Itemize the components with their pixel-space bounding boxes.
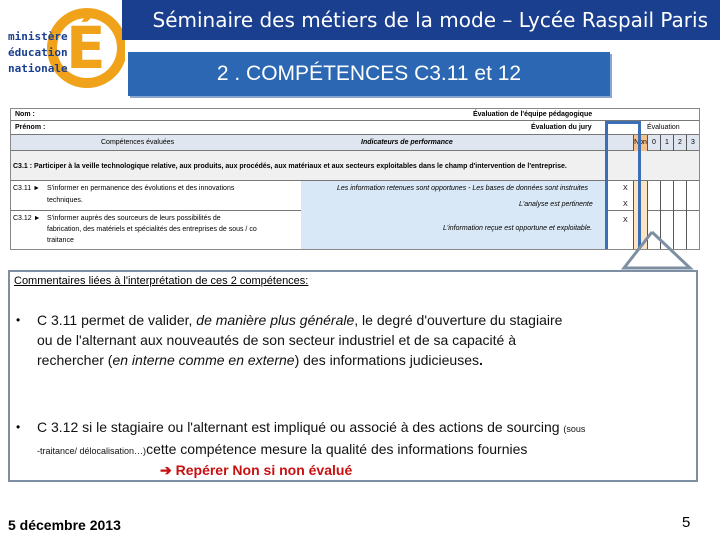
indicateurs-header: Indicateurs de performance <box>361 139 453 146</box>
evaluation-label: Évaluation <box>647 124 680 131</box>
b1-line1-b: de manière plus générale <box>196 312 355 328</box>
bullet-2-line-1 <box>37 417 697 439</box>
bullet-1-dot: • <box>16 313 21 327</box>
c311-indicator-2: L'analyse est pertinente <box>519 201 593 208</box>
b2-small-1: (sous <box>563 424 586 434</box>
b2-line3: Repérer Non si non évalué <box>171 462 353 478</box>
bullet-2-line-3 <box>160 460 352 480</box>
bullet-1-line-3 <box>37 350 697 370</box>
header-title: Séminaire des métiers de la mode – Lycée Raspail Paris <box>152 8 708 32</box>
nom-label: Nom : <box>15 111 35 118</box>
b2-small-2: -traitance/ délocalisation…) <box>37 446 147 456</box>
c311-mark-2: X <box>623 201 628 208</box>
right-arrow-icon: ➔ <box>160 462 172 478</box>
page-number: 5 <box>682 514 691 531</box>
b2-line1: C 3.12 si le stagiaire ou l'alternant est impliqué ou associé à des actions de sourcing <box>37 419 560 435</box>
score-header-2: 2 <box>673 135 686 151</box>
c312-code: C3.12 ► <box>13 215 41 222</box>
c312-text-1: S'informer auprès des sourceurs de leurs possibilités de <box>47 215 221 222</box>
competences-header: Compétences évaluées <box>101 139 175 146</box>
c311-text-2: techniques. <box>47 197 83 204</box>
b1-line3-c: ) des informations judicieuses <box>294 352 479 368</box>
c312-indicator: L'information reçue est opportune et exploitable. <box>443 225 593 232</box>
logo-line-1: ministère <box>8 30 68 43</box>
bullet-1-line-1 <box>37 310 697 330</box>
b1-line1-a: C 3.11 permet de valider, <box>37 312 197 328</box>
slide-title-text: 2 . COMPÉTENCES C3.11 et 12 <box>216 62 522 85</box>
b1-line3-b: en interne comme en externe <box>112 352 295 368</box>
c312-text-2: fabrication, des matériels et spécialités des entreprises de sous / co <box>47 226 257 233</box>
bullet-2 <box>37 417 697 439</box>
b1-line1-c: , le degré d'ouverture du stagiaire <box>354 312 563 328</box>
c311-text-1: S'informer en permanence des évolutions et des innovations <box>47 185 235 192</box>
logo-line-3: nationale <box>8 62 68 75</box>
logo-letter: É <box>66 14 106 82</box>
bullet-2-dot: • <box>16 420 21 434</box>
c31-text: C3.1 : Participer à la veille technologique relative, aux produits, aux procédés, aux matériaux et aux secteurs exploitables dans le champ d'intervention de l'entreprise. <box>13 163 567 170</box>
b2-line2: cette compétence mesure la qualité des informations fournies <box>146 441 528 457</box>
bullet-1-line-2: ou de l'alternant aux nouveautés de son secteur industriel et de sa capacité à <box>37 332 516 348</box>
eval-jury-label: Évaluation du jury <box>531 124 592 131</box>
footer-date: 5 décembre 2013 <box>8 517 121 533</box>
c311-mark-1: X <box>623 185 628 192</box>
logo-line-2: éducation <box>8 46 68 59</box>
c311-code: C3.11 ► <box>13 185 41 192</box>
comments-title: Commentaires liées à l'interprétation de ces 2 compétences: <box>14 275 309 287</box>
prenom-label: Prénom : <box>15 124 46 131</box>
score-header-non: Non <box>633 135 647 151</box>
c312-mark: X <box>623 217 628 224</box>
b1-line3-d: . <box>479 352 483 368</box>
bullet-1 <box>37 310 697 370</box>
c312-text-3: traitance <box>47 237 74 244</box>
callout-triangle <box>624 232 690 268</box>
c311-indicator: Les information retenues sont opportunes - Les bases de données sont instruites <box>337 185 588 192</box>
b1-line3-a: rechercher ( <box>37 352 113 368</box>
score-header-0: 0 <box>647 135 660 151</box>
score-header-3: 3 <box>686 135 699 151</box>
eval-equipe-label: Évaluation de l'équipe pédagogique <box>473 111 593 118</box>
bullet-2-line-2 <box>37 439 527 461</box>
score-header-1: 1 <box>660 135 673 151</box>
